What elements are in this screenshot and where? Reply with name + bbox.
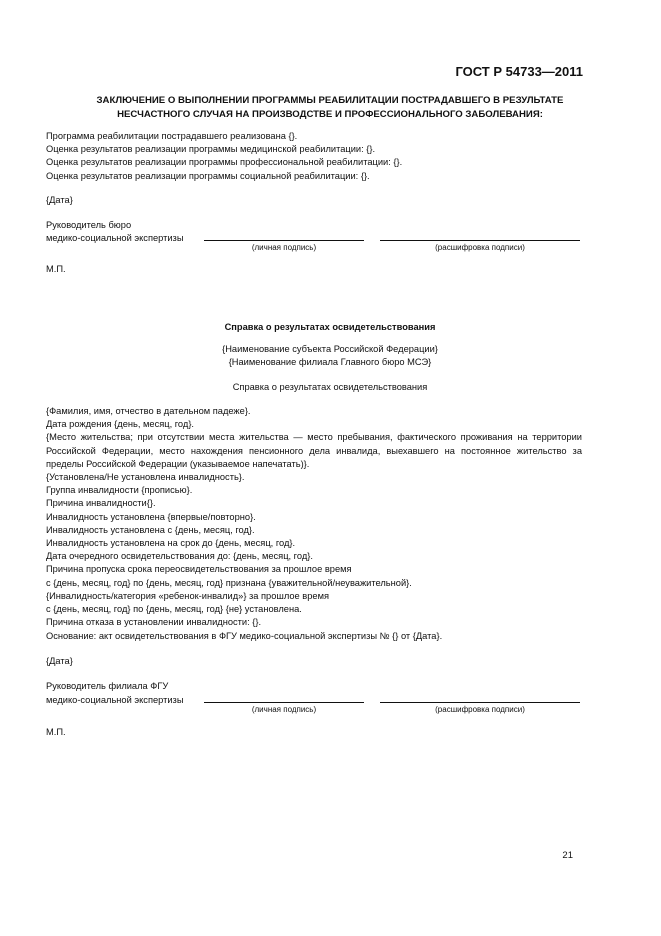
stamp-mark: М.П.: [46, 727, 66, 737]
certificate-line: Причина инвалидности{}.: [46, 498, 156, 509]
conclusion-title-line-1: ЗАКЛЮЧЕНИЕ О ВЫПОЛНЕНИИ ПРОГРАММЫ РЕАБИЛИТАЦИИ ПОСТРАДАВШЕГО В РЕЗУЛЬТАТЕ: [96, 95, 564, 106]
certificate-line: Инвалидность установлена с {день, месяц, год}.: [46, 524, 255, 535]
conclusion-line: Программа реабилитации пострадавшего реализована {}.: [46, 131, 298, 141]
conclusion-body: [46, 130, 582, 183]
conclusion-signer-line-1: Руководитель бюро: [46, 220, 132, 230]
signature-decode-line: [380, 240, 580, 241]
conclusion-line: Оценка результатов реализации программы социальной реабилитации: {}.: [46, 170, 370, 181]
certificate-branch: {Наименование филиала Главного бюро МСЭ}: [228, 357, 432, 367]
conclusion-date: {Дата}: [46, 195, 73, 205]
certificate-date: {Дата}: [46, 656, 73, 666]
certificate-line: {Инвалидность/категория «ребенок-инвалид»} за прошлое время: [46, 590, 330, 601]
certificate-line: Причина отказа в установлении инвалидности: {}.: [46, 617, 262, 628]
stamp-mark: М.П.: [46, 264, 66, 274]
certificate-line: Причина пропуска срока переосвидетельствования за прошлое время: [46, 564, 352, 575]
certificate-line: Инвалидность установлена {впервые/повторно}.: [46, 511, 256, 522]
certificate-line: с {день, месяц, год} по {день, месяц, год} признана {уважительной/неуважительной}.: [46, 577, 412, 588]
signature-line: [204, 240, 364, 241]
certificate-subject: {Наименование субъекта Российской Федерации}: [222, 344, 438, 354]
signature-decode-caption: (расшифровка подписи): [435, 705, 525, 714]
certificate-basis: Основание: акт освидетельствования в ФГУ медико-социальной экспертизы № {} от {Дата}.: [46, 631, 443, 641]
certificate-signer-line-2: медико-социальной экспертизы: [46, 695, 184, 705]
certificate-line: Дата очередного освидетельствования до: {день, месяц, год}.: [46, 551, 313, 562]
signature-decode-caption: (расшифровка подписи): [435, 243, 525, 252]
certificate-title: Справка о результатах освидетельствования: [232, 382, 428, 392]
certificate-line: Инвалидность установлена на срок до {день, месяц, год}.: [46, 538, 296, 549]
certificate-line: Дата рождения {день, месяц, год}.: [46, 419, 195, 430]
certificate-signer-line-1: Руководитель филиала ФГУ: [46, 681, 169, 691]
signature-line: [204, 702, 364, 703]
conclusion-title-line-2: НЕСЧАСТНОГО СЛУЧАЯ НА ПРОИЗВОДСТВЕ И ПРОФЕССИОНАЛЬНОГО ЗАБОЛЕВАНИЯ:: [117, 109, 543, 120]
signature-caption: (личная подпись): [251, 705, 317, 714]
certificate-line: {Фамилия, имя, отчество в дательном падеже}.: [46, 406, 251, 416]
conclusion-signer-line-2: медико-социальной экспертизы: [46, 233, 184, 243]
certificate-line: с {день, месяц, год} по {день, месяц, год} {не} установлена.: [46, 604, 302, 615]
certificate-heading: Справка о результатах освидетельствования: [224, 322, 436, 332]
conclusion-line: Оценка результатов реализации программы медицинской реабилитации: {}.: [46, 144, 376, 155]
signature-caption: (личная подпись): [251, 243, 317, 252]
conclusion-title: [40, 94, 620, 122]
certificate-residence-paragraph: {Место жительства; при отсутствии места жительства — место пребывания, фактического проживания на территории Российской Федерации, место нахождения пенсионного дела инвалида, выехавшего на постоянное жительство за пределы Российской Федерации (указываемое напечатать)}.: [46, 432, 582, 469]
certificate-line: {Установлена/Не установлена инвалидность}.: [46, 472, 245, 483]
conclusion-line: Оценка результатов реализации программы профессиональной реабилитации: {}.: [46, 157, 403, 168]
standard-designation: ГОСТ Р 54733—2011: [455, 64, 583, 79]
certificate-body: [46, 405, 582, 629]
signature-decode-line: [380, 702, 580, 703]
page-number: 21: [562, 850, 573, 861]
certificate-line: Группа инвалидности {прописью}.: [46, 485, 193, 496]
